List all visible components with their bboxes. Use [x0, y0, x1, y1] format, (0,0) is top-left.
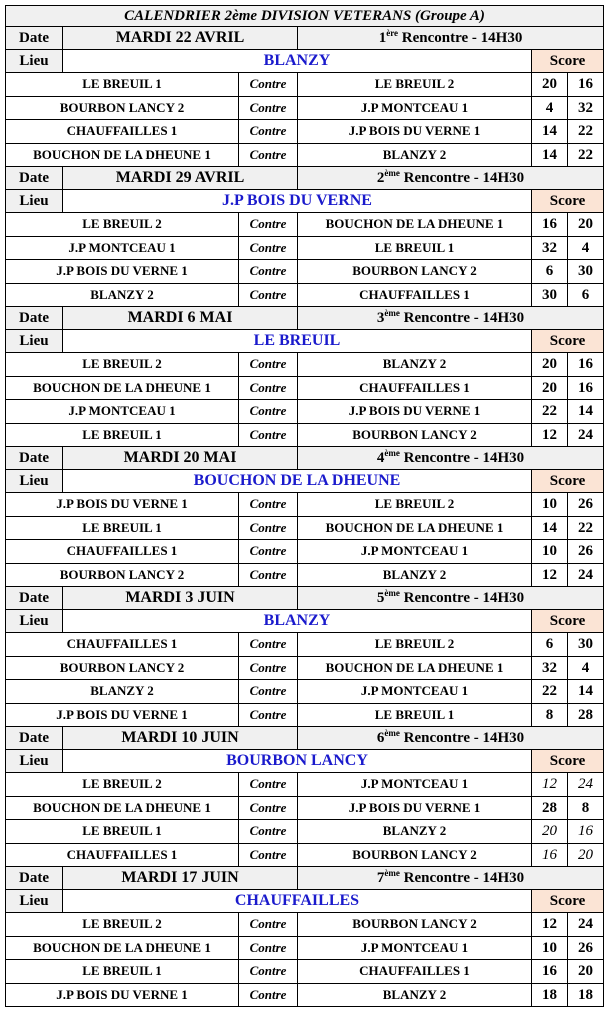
lieu-label: Lieu	[6, 610, 63, 633]
match-row	[6, 423, 604, 447]
contre-label: Contre	[239, 936, 298, 960]
away-score: 16	[568, 376, 604, 400]
match-row	[6, 820, 604, 844]
round-lieu-row	[6, 890, 604, 913]
home-score: 12	[532, 913, 568, 937]
rencontre-text: Rencontre - 14H30	[399, 730, 525, 746]
score-header: Score	[532, 750, 604, 773]
home-score: 32	[532, 236, 568, 260]
match-row	[6, 796, 604, 820]
away-team: CHAUFFAILLES 1	[298, 283, 532, 307]
home-team: BOUCHON DE LA DHEUNE 1	[6, 936, 239, 960]
match-row	[6, 960, 604, 984]
contre-label: Contre	[239, 283, 298, 307]
home-team: BOURBON LANCY 2	[6, 563, 239, 587]
match-row	[6, 283, 604, 307]
home-team: CHAUFFAILLES 1	[6, 843, 239, 867]
away-score: 20	[568, 213, 604, 237]
home-team: LE BREUIL 1	[6, 423, 239, 447]
match-row	[6, 376, 604, 400]
home-team: CHAUFFAILLES 1	[6, 120, 239, 144]
score-header: Score	[532, 470, 604, 493]
contre-label: Contre	[239, 983, 298, 1007]
rencontre-text: Rencontre - 14H30	[398, 30, 523, 46]
away-team: CHAUFFAILLES 1	[298, 376, 532, 400]
away-team: J.P BOIS DU VERNE 1	[298, 400, 532, 424]
home-team: J.P BOIS DU VERNE 1	[6, 703, 239, 727]
contre-label: Contre	[239, 376, 298, 400]
match-row	[6, 633, 604, 657]
round-date: MARDI 20 MAI	[63, 447, 298, 470]
home-score: 12	[532, 563, 568, 587]
lieu-label: Lieu	[6, 330, 63, 353]
match-row	[6, 983, 604, 1007]
home-team: BLANZY 2	[6, 680, 239, 704]
home-score: 30	[532, 283, 568, 307]
home-team: BOURBON LANCY 2	[6, 96, 239, 120]
round-lieu-row	[6, 610, 604, 633]
home-team: LE BREUIL 2	[6, 213, 239, 237]
rencontre-label	[298, 727, 604, 750]
home-score: 20	[532, 73, 568, 97]
home-score: 16	[532, 213, 568, 237]
round-venue: BLANZY	[63, 610, 532, 633]
contre-label: Contre	[239, 353, 298, 377]
home-team: LE BREUIL 2	[6, 353, 239, 377]
contre-label: Contre	[239, 540, 298, 564]
rencontre-text: Rencontre - 14H30	[399, 590, 525, 606]
rencontre-number: 6	[376, 730, 385, 746]
score-header: Score	[532, 190, 604, 213]
rencontre-label	[298, 167, 604, 190]
away-team: LE BREUIL 2	[298, 493, 532, 517]
match-row	[6, 540, 604, 564]
home-score: 20	[532, 376, 568, 400]
away-score: 24	[568, 913, 604, 937]
away-team: J.P MONTCEAU 1	[298, 773, 532, 797]
contre-label: Contre	[239, 633, 298, 657]
contre-label: Contre	[239, 73, 298, 97]
round-venue: BOURBON LANCY	[63, 750, 532, 773]
score-header: Score	[532, 890, 604, 913]
contre-label: Contre	[239, 236, 298, 260]
contre-label: Contre	[239, 96, 298, 120]
match-row	[6, 516, 604, 540]
round-date-row	[6, 27, 604, 50]
away-team: LE BREUIL 2	[298, 73, 532, 97]
match-row	[6, 96, 604, 120]
match-row	[6, 213, 604, 237]
contre-label: Contre	[239, 820, 298, 844]
match-row	[6, 913, 604, 937]
round-lieu-row	[6, 190, 604, 213]
home-team: J.P BOIS DU VERNE 1	[6, 493, 239, 517]
away-score: 24	[568, 563, 604, 587]
match-row	[6, 120, 604, 144]
round-date: MARDI 22 AVRIL	[63, 27, 298, 50]
rencontre-text: Rencontre - 14H30	[399, 450, 525, 466]
home-score: 14	[532, 143, 568, 167]
contre-label: Contre	[239, 260, 298, 284]
date-label: Date	[6, 167, 63, 190]
match-row	[6, 353, 604, 377]
contre-label: Contre	[239, 680, 298, 704]
home-score: 14	[532, 120, 568, 144]
lieu-label: Lieu	[6, 190, 63, 213]
round-date-row	[6, 727, 604, 750]
score-header: Score	[532, 330, 604, 353]
home-team: BOUCHON DE LA DHEUNE 1	[6, 376, 239, 400]
round-date: MARDI 6 MAI	[63, 307, 298, 330]
contre-label: Contre	[239, 656, 298, 680]
round-venue: BLANZY	[63, 50, 532, 73]
date-label: Date	[6, 307, 63, 330]
rencontre-ordinal: ème	[384, 168, 400, 178]
rencontre-number: 4	[376, 450, 385, 466]
calendar-sheet	[5, 5, 603, 1007]
home-score: 28	[532, 796, 568, 820]
away-team: J.P MONTCEAU 1	[298, 96, 532, 120]
match-row	[6, 143, 604, 167]
round-date: MARDI 29 AVRIL	[63, 167, 298, 190]
home-score: 22	[532, 680, 568, 704]
away-score: 16	[568, 353, 604, 377]
away-team: J.P MONTCEAU 1	[298, 540, 532, 564]
home-score: 4	[532, 96, 568, 120]
home-team: LE BREUIL 1	[6, 73, 239, 97]
home-team: LE BREUIL 1	[6, 960, 239, 984]
date-label: Date	[6, 27, 63, 50]
match-row	[6, 773, 604, 797]
calendar-body	[6, 6, 604, 1007]
rencontre-label	[298, 867, 604, 890]
round-date: MARDI 10 JUIN	[63, 727, 298, 750]
match-row	[6, 703, 604, 727]
away-team: J.P BOIS DU VERNE 1	[298, 796, 532, 820]
home-score: 32	[532, 656, 568, 680]
away-team: BOURBON LANCY 2	[298, 913, 532, 937]
match-row	[6, 73, 604, 97]
contre-label: Contre	[239, 796, 298, 820]
rencontre-number: 2	[376, 170, 385, 186]
rencontre-text: Rencontre - 14H30	[399, 310, 525, 326]
home-team: BOURBON LANCY 2	[6, 656, 239, 680]
home-team: CHAUFFAILLES 1	[6, 633, 239, 657]
away-team: J.P MONTCEAU 1	[298, 680, 532, 704]
round-lieu-row	[6, 470, 604, 493]
score-header: Score	[532, 50, 604, 73]
away-team: LE BREUIL 1	[298, 703, 532, 727]
away-team: BLANZY 2	[298, 820, 532, 844]
round-date-row	[6, 867, 604, 890]
away-team: BOUCHON DE LA DHEUNE 1	[298, 213, 532, 237]
contre-label: Contre	[239, 773, 298, 797]
rencontre-label	[298, 27, 604, 50]
calendar-table	[5, 5, 604, 1007]
round-venue: CHAUFFAILLES	[63, 890, 532, 913]
match-row	[6, 493, 604, 517]
away-score: 22	[568, 516, 604, 540]
away-score: 32	[568, 96, 604, 120]
home-score: 10	[532, 493, 568, 517]
lieu-label: Lieu	[6, 50, 63, 73]
home-score: 14	[532, 516, 568, 540]
home-score: 18	[532, 983, 568, 1007]
contre-label: Contre	[239, 913, 298, 937]
home-team: BOUCHON DE LA DHEUNE 1	[6, 143, 239, 167]
rencontre-ordinal: ème	[384, 308, 400, 318]
away-team: BLANZY 2	[298, 983, 532, 1007]
away-score: 28	[568, 703, 604, 727]
away-team: CHAUFFAILLES 1	[298, 960, 532, 984]
away-team: BLANZY 2	[298, 563, 532, 587]
rencontre-label	[298, 587, 604, 610]
rencontre-ordinal: ème	[384, 868, 400, 878]
match-row	[6, 260, 604, 284]
match-row	[6, 563, 604, 587]
home-score: 10	[532, 936, 568, 960]
home-team: BOUCHON DE LA DHEUNE 1	[6, 796, 239, 820]
rencontre-number: 3	[376, 310, 385, 326]
home-score: 6	[532, 633, 568, 657]
match-row	[6, 843, 604, 867]
home-score: 20	[532, 820, 568, 844]
round-date-row	[6, 167, 604, 190]
lieu-label: Lieu	[6, 890, 63, 913]
home-score: 8	[532, 703, 568, 727]
rencontre-text: Rencontre - 14H30	[399, 870, 525, 886]
contre-label: Contre	[239, 516, 298, 540]
match-row	[6, 680, 604, 704]
home-team: LE BREUIL 1	[6, 820, 239, 844]
away-score: 26	[568, 540, 604, 564]
home-score: 16	[532, 843, 568, 867]
contre-label: Contre	[239, 960, 298, 984]
home-score: 10	[532, 540, 568, 564]
rencontre-ordinal: ème	[384, 728, 400, 738]
rencontre-number: 1	[378, 30, 387, 46]
contre-label: Contre	[239, 143, 298, 167]
away-score: 18	[568, 983, 604, 1007]
round-venue: J.P BOIS DU VERNE	[63, 190, 532, 213]
date-label: Date	[6, 447, 63, 470]
contre-label: Contre	[239, 423, 298, 447]
home-team: J.P MONTCEAU 1	[6, 400, 239, 424]
round-lieu-row	[6, 50, 604, 73]
away-team: BLANZY 2	[298, 143, 532, 167]
match-row	[6, 936, 604, 960]
round-venue: BOUCHON DE LA DHEUNE	[63, 470, 532, 493]
round-lieu-row	[6, 750, 604, 773]
home-team: BLANZY 2	[6, 283, 239, 307]
round-date-row	[6, 307, 604, 330]
title-row	[6, 6, 604, 27]
away-team: J.P BOIS DU VERNE 1	[298, 120, 532, 144]
home-team: J.P MONTCEAU 1	[6, 236, 239, 260]
away-score: 6	[568, 283, 604, 307]
round-date-row	[6, 447, 604, 470]
away-team: J.P MONTCEAU 1	[298, 936, 532, 960]
home-score: 6	[532, 260, 568, 284]
home-team: LE BREUIL 2	[6, 773, 239, 797]
away-score: 8	[568, 796, 604, 820]
away-score: 20	[568, 843, 604, 867]
match-row	[6, 656, 604, 680]
away-score: 22	[568, 143, 604, 167]
contre-label: Contre	[239, 703, 298, 727]
round-venue: LE BREUIL	[63, 330, 532, 353]
rencontre-number: 5	[376, 590, 385, 606]
away-score: 26	[568, 936, 604, 960]
rencontre-ordinal: ème	[384, 448, 400, 458]
date-label: Date	[6, 727, 63, 750]
contre-label: Contre	[239, 563, 298, 587]
away-team: BOURBON LANCY 2	[298, 843, 532, 867]
home-score: 12	[532, 423, 568, 447]
date-label: Date	[6, 587, 63, 610]
away-score: 20	[568, 960, 604, 984]
rencontre-label	[298, 307, 604, 330]
contre-label: Contre	[239, 843, 298, 867]
rencontre-label	[298, 447, 604, 470]
away-score: 4	[568, 236, 604, 260]
away-score: 4	[568, 656, 604, 680]
lieu-label: Lieu	[6, 750, 63, 773]
home-score: 16	[532, 960, 568, 984]
away-score: 24	[568, 773, 604, 797]
match-row	[6, 236, 604, 260]
home-team: LE BREUIL 2	[6, 913, 239, 937]
away-score: 22	[568, 120, 604, 144]
away-team: BLANZY 2	[298, 353, 532, 377]
home-team: J.P BOIS DU VERNE 1	[6, 983, 239, 1007]
away-score: 24	[568, 423, 604, 447]
away-score: 30	[568, 633, 604, 657]
home-score: 22	[532, 400, 568, 424]
rencontre-text: Rencontre - 14H30	[399, 170, 525, 186]
contre-label: Contre	[239, 493, 298, 517]
away-score: 14	[568, 680, 604, 704]
away-team: BOUCHON DE LA DHEUNE 1	[298, 656, 532, 680]
round-date: MARDI 3 JUIN	[63, 587, 298, 610]
away-team: LE BREUIL 2	[298, 633, 532, 657]
away-score: 16	[568, 73, 604, 97]
home-score: 20	[532, 353, 568, 377]
contre-label: Contre	[239, 213, 298, 237]
away-team: BOURBON LANCY 2	[298, 423, 532, 447]
match-row	[6, 400, 604, 424]
round-date-row	[6, 587, 604, 610]
away-team: BOUCHON DE LA DHEUNE 1	[298, 516, 532, 540]
away-team: BOURBON LANCY 2	[298, 260, 532, 284]
score-header: Score	[532, 610, 604, 633]
date-label: Date	[6, 867, 63, 890]
rencontre-number: 7	[376, 870, 385, 886]
round-date: MARDI 17 JUIN	[63, 867, 298, 890]
away-score: 16	[568, 820, 604, 844]
away-score: 30	[568, 260, 604, 284]
away-score: 14	[568, 400, 604, 424]
home-team: CHAUFFAILLES 1	[6, 540, 239, 564]
contre-label: Contre	[239, 400, 298, 424]
calendar-title: CALENDRIER 2ème DIVISION VETERANS (Groupe A)	[6, 6, 604, 27]
away-team: LE BREUIL 1	[298, 236, 532, 260]
home-team: J.P BOIS DU VERNE 1	[6, 260, 239, 284]
rencontre-ordinal: ème	[384, 588, 400, 598]
away-score: 26	[568, 493, 604, 517]
contre-label: Contre	[239, 120, 298, 144]
home-team: LE BREUIL 1	[6, 516, 239, 540]
home-score: 12	[532, 773, 568, 797]
lieu-label: Lieu	[6, 470, 63, 493]
rencontre-ordinal: ère	[386, 28, 399, 38]
round-lieu-row	[6, 330, 604, 353]
